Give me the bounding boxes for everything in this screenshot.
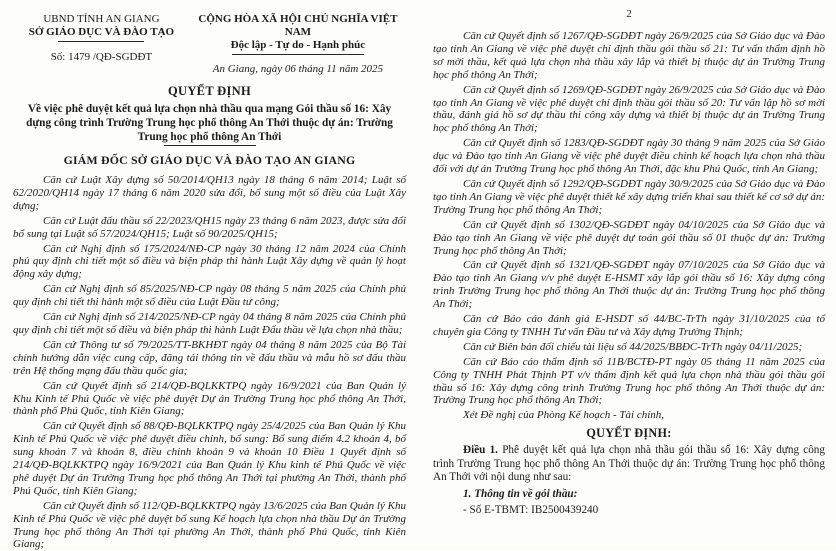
article-1	[433, 444, 825, 484]
org-underline	[58, 41, 144, 42]
legal-basis-paragraph: Căn cứ Quyết định số 1283/QĐ-SGDĐT ngày 30 tháng 9 năm 2025 của Sở Giáo dục và Đào tạo tỉnh An Giang về việc phê duyệt điều chỉnh kế hoạch lựa chọn nhà thầu đối với dự án Trường Trung học phổ thông An Thới, đặc khu Phú Quốc, tỉnh An Giang;	[433, 137, 825, 176]
issuing-org-block	[13, 13, 190, 63]
legal-basis-paragraph: Căn cứ Quyết định số 1292/QĐ-SGDĐT ngày 30/9/2025 của Sở Giáo dục và Đào tạo tỉnh An Giang về việc phê duyệt thiết kế xây dựng triển khai sau thiết kế cơ sở dự án: Trường Trung học phổ thông An Thới;	[433, 177, 825, 216]
etbmt-line: - Số E-TBMT: IB2500439240	[463, 503, 599, 516]
national-motto: Độc lập - Tự do - Hạnh phúc	[230, 39, 366, 51]
article-1-text: Phê duyệt kết quả lựa chọn nhà thầu gói thầu số 16: Xây dựng công trình Trường Trung học phổ thông An Thới thuộc dự án: Trường Trung học phổ thông An Thới với nội dung như sau:	[433, 444, 825, 484]
legal-basis-paragraph: Căn cứ Nghị định số 175/2024/NĐ-CP ngày 30 tháng 12 năm 2024 của Chính phủ quy định chi tiết một số điều và biện pháp thi hành Luật Xây dựng về quản lý hoạt động xây dựng;	[13, 242, 406, 281]
proposal-closing-line: Xét Đề nghị của Phòng Kế hoạch - Tài chính,	[463, 409, 665, 422]
decision-title: Về việc phê duyệt kết quả lựa chọn nhà thầu qua mạng Gói thầu số 16: Xây dựng công trình Trường Trung học phổ thông An Thới thuộc dự án: Trường Trung học phổ thông An Thới	[26, 103, 393, 143]
document-header	[13, 13, 406, 75]
legal-basis-paragraph: Căn cứ Biên bản đối chiếu tài liệu số 44/2025/BBĐC-TrTh ngày 04/11/2025;	[463, 340, 803, 353]
page-2	[418, 0, 836, 549]
org-name: SỞ GIÁO DỤC VÀ ĐÀO TẠO	[28, 26, 175, 38]
doc-type-heading: QUYẾT ĐỊNH	[168, 84, 251, 98]
legal-basis-paragraph: Căn cứ Quyết định số 1302/QĐ-SGDĐT ngày 04/10/2025 của Sở Giáo dục và Đào tạo tỉnh An Giang về việc phê duyệt dự toán gói thầu số 01 thuộc dự án: Trường Trung học phổ thông An Thới;	[433, 218, 825, 257]
legal-basis-paragraph: Căn cứ Quyết định số 214/QĐ-BQLKKTPQ ngày 16/9/2021 của Ban Quản lý Khu Kinh tế Phú Quốc về việc phê duyệt Dự án Trường Trung học phổ thông An Thới, thành phố Phú Quốc, tỉnh Kiên Giang;	[13, 379, 406, 418]
page-1	[0, 0, 418, 549]
legal-basis-paragraph: Căn cứ Luật Xây dựng số 50/2014/QH13 ngày 18 tháng 6 năm 2014; Luật số 62/2020/QH14 ngày 17 tháng 6 năm 2020 sửa đổi, bổ sung một số điều của Luật Xây dựng;	[13, 174, 406, 212]
national-header-block	[190, 13, 406, 75]
legal-basis-paragraph: Căn cứ Quyết định số 112/QĐ-BQLKKTPQ ngày 13/6/2025 của Ban Quản lý Khu Kinh tế Phú Quốc về việc phê duyệt bổ sung Kế hoạch lựa chọn nhà thầu Dự án Trường Trung học phổ thông An Thới tại phường An Thới, thành phố Phú Quốc, tỉnh Kiên Giang;	[13, 499, 406, 551]
legal-basis-paragraph: Căn cứ Quyết định số 1267/QĐ-SGDĐT ngày 26/9/2025 của Sở Giáo dục và Đào tạo tỉnh An Giang về việc phê duyệt chỉ định thầu gói thầu số 21: Tư vấn thẩm định hồ sơ mời thầu, kết quả lựa chọn nhà thầu xây lắp và thiết bị thuộc dự án Trường Trung học phổ thông An Thới;	[433, 30, 825, 81]
legal-basis-paragraph: Căn cứ Quyết định số 1321/QĐ-SGDĐT ngày 07/10/2025 của Sở Giáo dục và Đào tạo tỉnh An Giang v/v phê duyệt E-HSMT xây lắp gói thầu số 16: Xây dựng công trình Trường Trung học phổ thông An Thới thuộc dự án: Trường Trung học phổ thông An Thới;	[433, 259, 825, 311]
section-1-heading: 1. Thông tin về gói thầu:	[463, 487, 578, 500]
legal-basis-paragraph: Căn cứ Quyết định số 88/QĐ-BQLKKTPQ ngày 25/4/2025 của Ban Quản lý Khu Kinh tế Phú Quốc về việc phê duyệt điều chỉnh, bổ sung: Bổ sung điểm 4.2 khoản 4, bổ sung khoản 7 và khoản 8, điều chỉnh khoản 9 và khoản 10 Điều 1 Quyết định số 214/QĐ-BQLKKTPQ ngày 16/9/2021 của Ban Quản lý Khu kinh tế Phú Quốc về việc phê duyệt Dự án Trường Trung học phổ thông An Thới tại phường An Thới, thành phố Phú Quốc, tỉnh Kiên Giang;	[13, 420, 406, 497]
legal-basis-paragraph: Căn cứ Luật đấu thầu số 22/2023/QH15 ngày 23 tháng 6 năm 2023, được sửa đổi bổ sung tại Luật số 57/2024/QH15; Luật số 90/2025/QH15;	[13, 214, 406, 240]
page-number: 2	[626, 8, 632, 20]
motto-underline	[232, 54, 364, 55]
issuer-heading: GIÁM ĐỐC SỞ GIÁO DỤC VÀ ĐÀO TẠO AN GIANG	[63, 153, 356, 167]
decision-operative-heading: QUYẾT ĐỊNH:	[586, 426, 672, 441]
title-underline	[164, 145, 256, 146]
legal-basis-paragraph: Căn cứ Quyết định số 1269/QĐ-SGDĐT ngày 26/9/2025 của Sở Giáo dục và Đào tạo tỉnh An Giang về việc phê duyệt chỉ định thầu gói thầu số 20: Tư vấn lập hồ sơ mời thầu, đánh giá hồ sơ dự thầu thi công xây dựng và thiết bị thuộc dự án Trường Trung học phổ thông An Thới;	[433, 83, 825, 135]
doc-number: Số: 1479 /QĐ-SGDĐT	[50, 51, 153, 63]
legal-basis-paragraph: Căn cứ Báo cáo đánh giá E-HSDT số 44/BC-TrTh ngày 31/10/2025 của tổ chuyên gia Công ty TNHH Tư vấn Đầu tư và Xây dựng Trường Thịnh;	[433, 313, 825, 338]
legal-basis-paragraph: Căn cứ Báo cáo thẩm định số 11B/BCTĐ-PT ngày 05 tháng 11 năm 2025 của Công ty TNHH Phát Thịnh PT v/v thẩm định kết quả lựa chọn nhà thầu gói thầu gói thầu số 16: Xây dựng công trình Trường Trung học phổ thông An Thới thuộc dự án: Trường Trung học phổ thông An Thới;	[433, 355, 825, 407]
national-title: CỘNG HÒA XÃ HỘI CHỦ NGHĨA VIỆT NAM	[198, 13, 398, 38]
legal-basis-paragraph: Căn cứ Nghị định số 214/2025/NĐ-CP ngày 04 tháng 8 năm 2025 của Chính phủ quy định chi tiết một số điều và biện pháp thi hành Luật Đấu thầu về lựa chọn nhà thầu;	[13, 311, 406, 336]
org-parent: UBND TỈNH AN GIANG	[43, 13, 160, 25]
legal-basis-paragraph: Căn cứ Nghị định số 85/2025/NĐ-CP ngày 08 tháng 5 năm 2025 của Chính phủ quy định chi tiết thi hành một số điều của Luật Đầu tư công;	[13, 283, 406, 309]
article-1-label: Điều 1.	[463, 444, 498, 457]
dateline: An Giang, ngày 06 tháng 11 năm 2025	[212, 63, 384, 75]
legal-basis-paragraph: Căn cứ Thông tư số 79/2025/TT-BKHĐT ngày 04 tháng 8 năm 2025 của Bộ Tài chính hướng dẫn việc cung cấp, đăng tải thông tin về đấu thầu và mẫu hồ sơ đấu thầu trên Hệ thống mạng đấu thầu quốc gia;	[13, 338, 406, 377]
